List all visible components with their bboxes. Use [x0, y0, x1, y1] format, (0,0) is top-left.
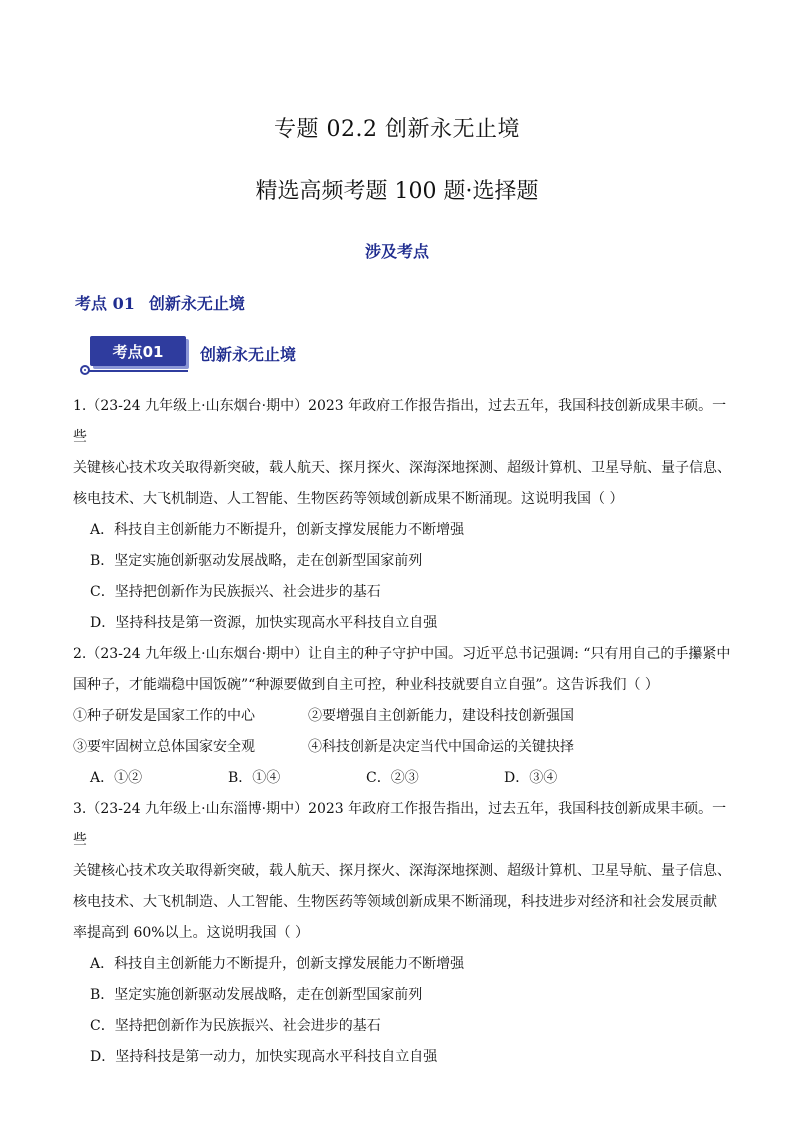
option-a: A．科技自主创新能力不断提升，创新支撑发展能力不断增强: [90, 956, 465, 972]
option-d: D．坚持科技是第一资源，加快实现高水平科技自立自强: [90, 615, 438, 631]
kaodian-number: 考点 01: [75, 294, 135, 313]
document-title: 专题 02.2 创新永无止境: [274, 117, 520, 142]
badge-title: 创新永无止境: [200, 345, 297, 364]
choice-c: C．②③: [366, 770, 419, 786]
question-stem-line: 核电技术、大飞机制造、人工智能、生物医药等领域创新成果不断涌现。这说明我国（ ）: [73, 491, 624, 507]
question-stem-line: 1.（23-24 九年级上·山东烟台·期中）2023 年政府工作报告指出，过去五年，我国科技创新成果丰硕。一些: [73, 398, 727, 445]
kaodian-heading: [75, 291, 245, 314]
choice-d: D．③④: [504, 770, 558, 786]
statement-row: [73, 732, 733, 763]
document-subtitle: 精选高频考题 100 题·选择题: [255, 179, 539, 204]
question-stem-line: 3.（23-24 九年级上·山东淄博·期中）2023 年政府工作报告指出，过去五年，我国科技创新成果丰硕。一些: [73, 801, 727, 848]
question-stem-line: 关键核心技术攻关取得新突破，载人航天、探月探火、深海深地探测、超级计算机、卫星导航、量子信息、: [73, 863, 731, 879]
kaodian-name: 创新永无止境: [148, 294, 245, 313]
question-stem-line: 率提高到 60%以上。这说明我国（ ）: [73, 925, 310, 941]
option-b: B．坚定实施创新驱动发展战略，走在创新型国家前列: [90, 987, 423, 1003]
statement-row: [73, 701, 733, 732]
badge-dot-icon: [80, 365, 90, 375]
option-c: C．坚持把创新作为民族振兴、社会进步的基石: [90, 584, 381, 600]
option-b: B．坚定实施创新驱动发展战略，走在创新型国家前列: [90, 553, 423, 569]
statement-4: ④科技创新是决定当代中国命运的关键抉择: [308, 739, 574, 755]
question-1: [73, 391, 733, 639]
question-3: [73, 794, 733, 1073]
kaodian-badge: [80, 334, 340, 380]
statement-3: ③要牢固树立总体国家安全观: [73, 739, 255, 755]
badge-underline: [88, 370, 188, 372]
question-stem-line: 核电技术、大飞机制造、人工智能、生物医药等领域创新成果不断涌现，科技进步对经济和社会发展贡献: [73, 894, 717, 910]
badge-label: 考点01: [90, 336, 186, 366]
question-2: [73, 639, 733, 794]
question-list: [73, 391, 733, 1073]
option-d: D．坚持科技是第一动力，加快实现高水平科技自立自强: [90, 1049, 438, 1065]
statement-1: ①种子研发是国家工作的中心: [73, 708, 255, 724]
question-stem-line: 国种子，才能端稳中国饭碗”“种源要做到自主可控，种业科技就要自立自强”。这告诉我们（ ）: [73, 677, 659, 693]
question-stem-line: 2.（23-24 九年级上·山东烟台·期中）让自主的种子守护中国。习近平总书记强调: “只有用自己的手攥紧中: [73, 646, 731, 662]
choice-b: B．①④: [228, 770, 281, 786]
choice-a: A．①②: [90, 770, 143, 786]
option-a: A．科技自主创新能力不断提升，创新支撑发展能力不断增强: [90, 522, 465, 538]
choice-row: [73, 763, 733, 794]
section-heading: 涉及考点: [364, 242, 429, 261]
statement-2: ②要增强自主创新能力，建设科技创新强国: [308, 708, 574, 724]
option-c: C．坚持把创新作为民族振兴、社会进步的基石: [90, 1018, 381, 1034]
question-stem-line: 关键核心技术攻关取得新突破，载人航天、探月探火、深海深地探测、超级计算机、卫星导航、量子信息、: [73, 460, 731, 476]
